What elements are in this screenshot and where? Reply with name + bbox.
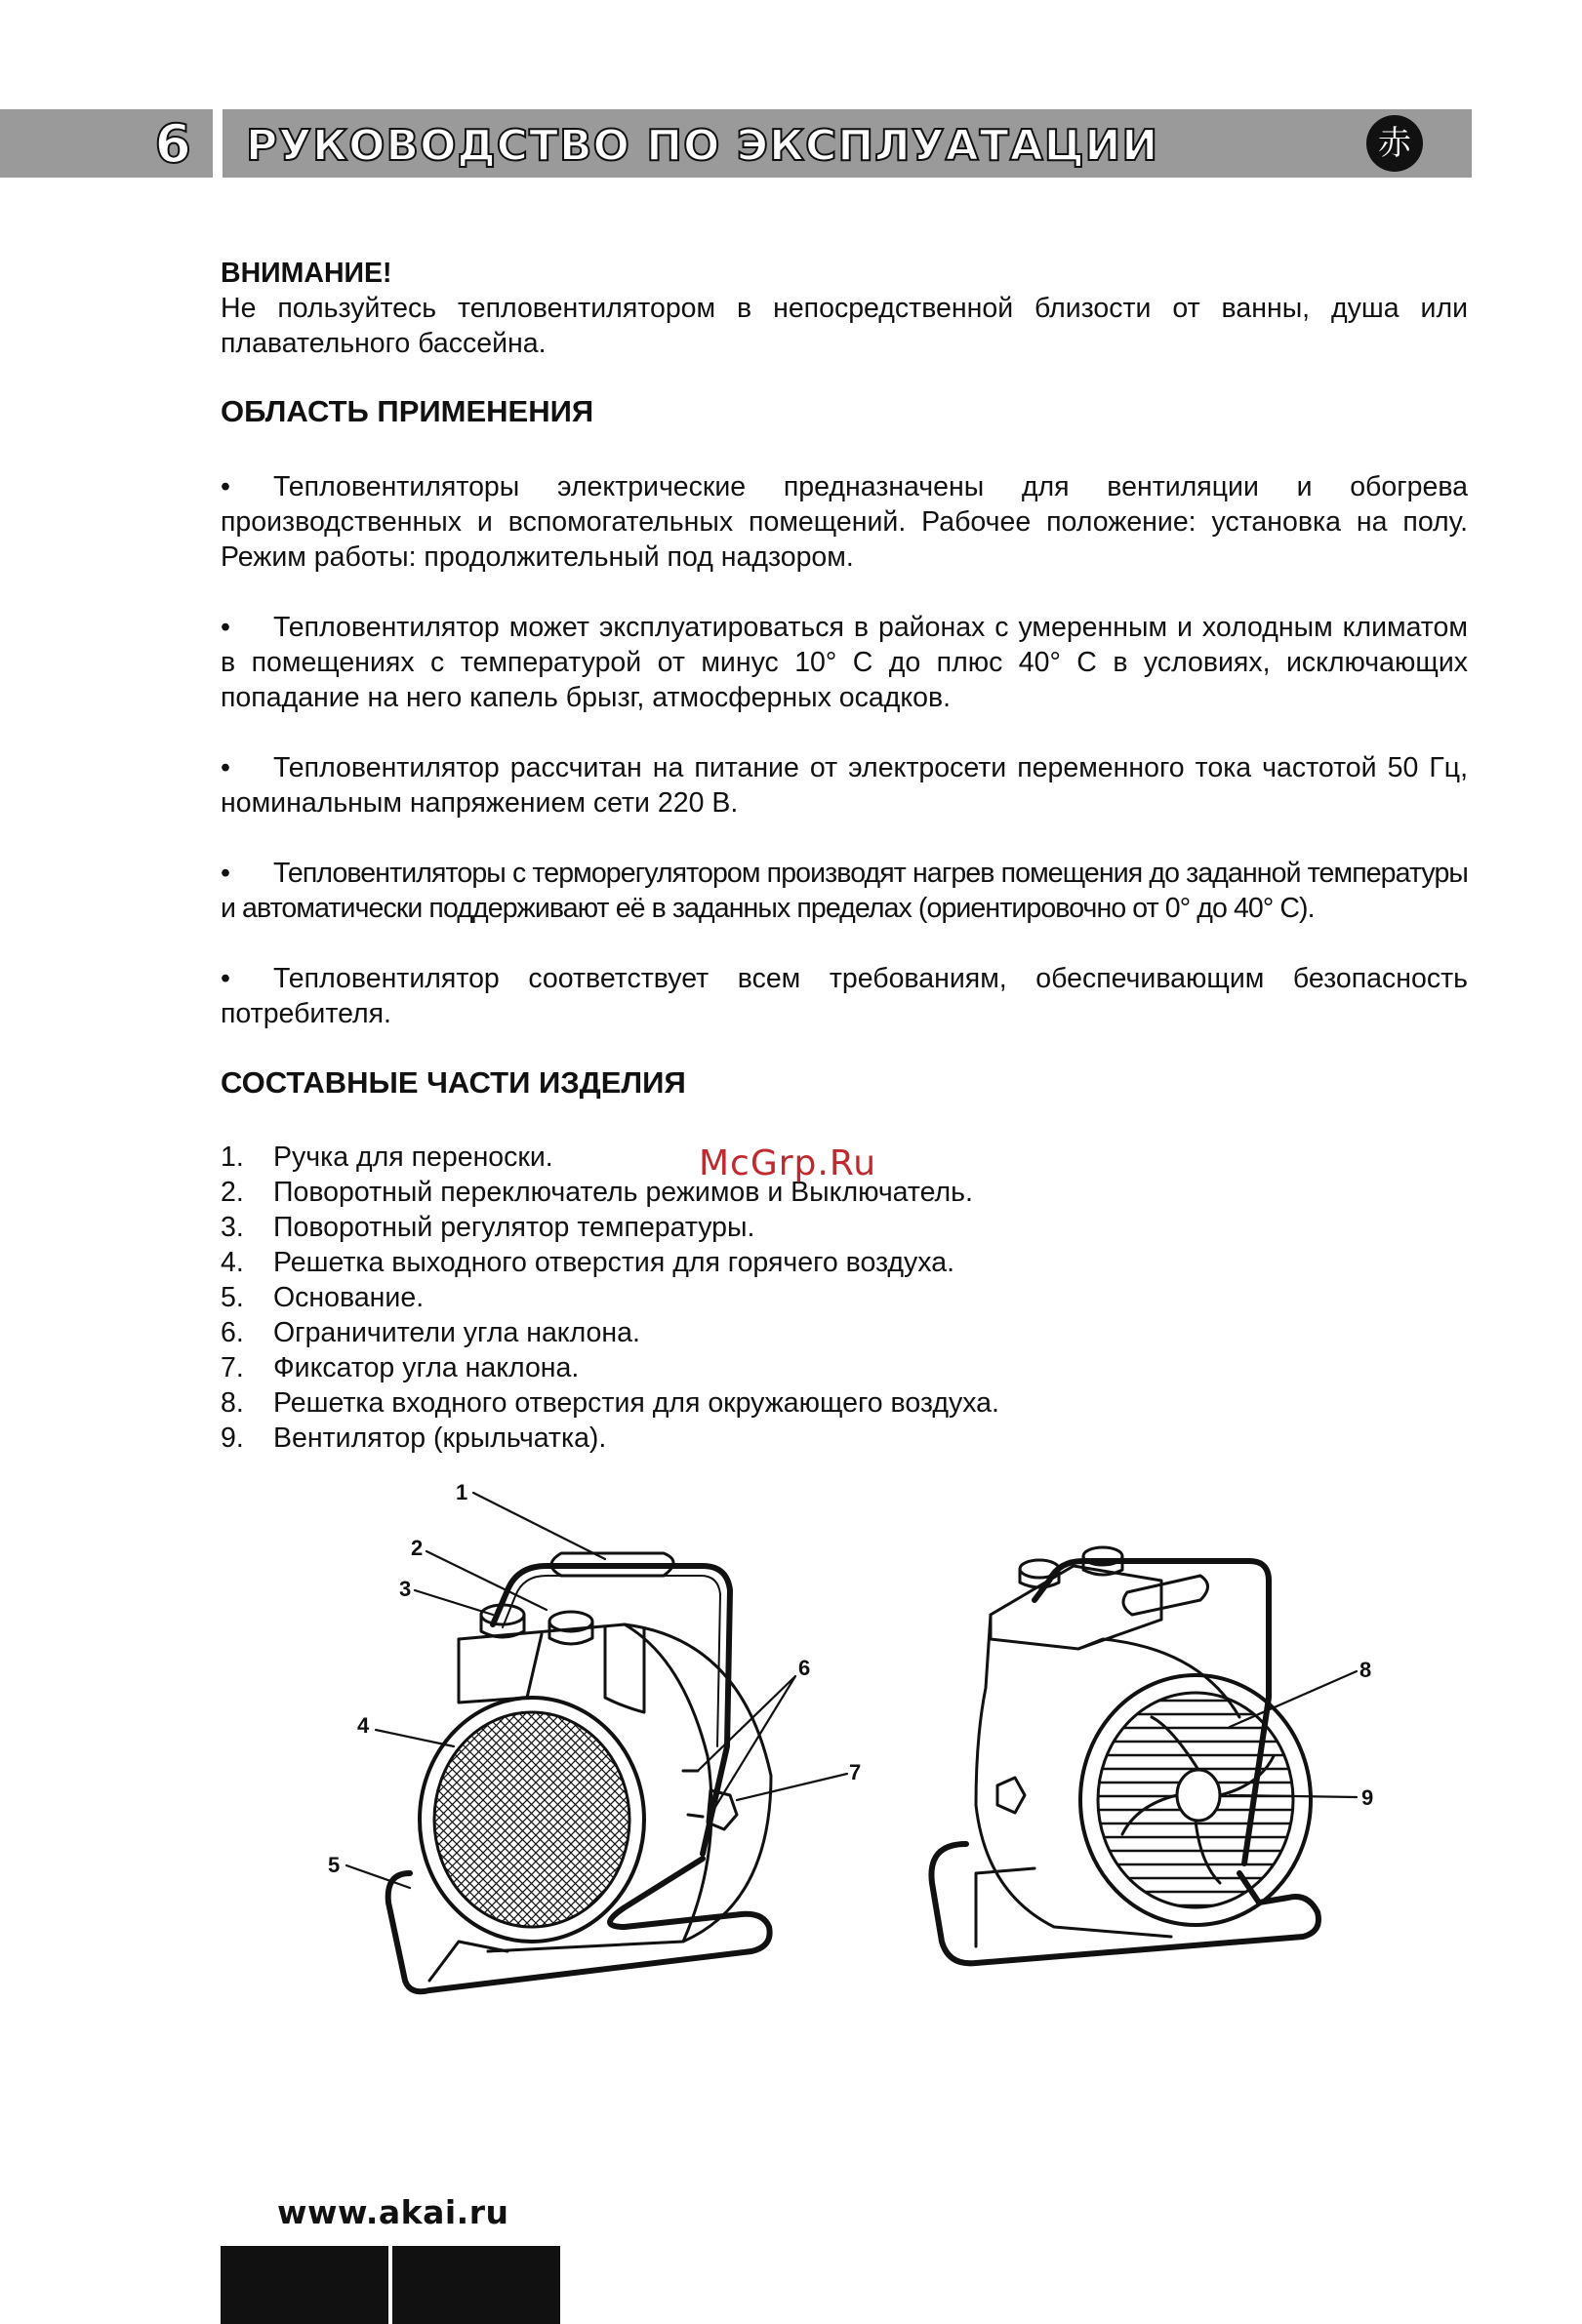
svg-text:5: 5 bbox=[328, 1853, 341, 1877]
svg-text:1: 1 bbox=[456, 1480, 468, 1504]
heater-rear-view bbox=[931, 1547, 1318, 1963]
bullet: • bbox=[221, 963, 230, 994]
list-item: 5. Основание. bbox=[221, 1282, 425, 1313]
scope-item-4: • Тепловентиляторы с терморегулятором производят нагрев помещения до заданной температуры и автоматически поддерживают её в заданных пределах (ориентировочно от 0° до 40° С). bbox=[221, 858, 1468, 924]
footer-block-left bbox=[221, 2246, 388, 2324]
control-box bbox=[459, 1634, 542, 1703]
list-item: 3. Поворотный регулятор температуры. bbox=[221, 1212, 755, 1243]
list-item: 1. Ручка для переноски. bbox=[221, 1142, 553, 1173]
footer-url: www.akai.ru bbox=[277, 2193, 509, 2231]
scope-item-5: • Тепловентилятор соответствует всем требованиям, обеспечивающим безопасность потребителя. bbox=[221, 963, 1468, 1029]
list-item: 9. Вентилятор (крыльчатка). bbox=[221, 1422, 607, 1454]
warning-text: Не пользуйтесь тепловентилятором в непосредственной близости от ванны, душа или плавательного бассейна. bbox=[221, 293, 1468, 359]
fan-hub bbox=[1177, 1770, 1220, 1821]
watermark: McGrp.Ru bbox=[699, 1143, 877, 1183]
list-item: 7. Фиксатор угла наклона. bbox=[221, 1352, 580, 1383]
list-item: 8. Решетка входного отверстия для окружающего воздуха. bbox=[221, 1387, 999, 1419]
svg-text:9: 9 bbox=[1361, 1785, 1374, 1810]
bullet: • bbox=[221, 612, 230, 643]
front-grille-mesh bbox=[434, 1712, 629, 1927]
svg-text:2: 2 bbox=[411, 1536, 424, 1560]
page-title: РУКОВОДСТВО ПО ЭКСПЛУАТАЦИИ bbox=[246, 121, 1159, 171]
scope-item-3: • Тепловентилятор рассчитан на питание от электросети переменного тока частотой 50 Гц, номинальным напряжением сети 220 В. bbox=[221, 752, 1468, 819]
footer-block-right bbox=[392, 2246, 560, 2324]
scope-item-1: • Тепловентиляторы электрические предназначены для вентиляции и обогрева производственных и вспомогательных помещений. Рабочее положение: установка на полу. Режим работы: продолжительный под надзором. bbox=[221, 471, 1468, 573]
control-box-rear bbox=[991, 1566, 1161, 1649]
tilt-lock-rear bbox=[997, 1778, 1025, 1813]
page-number: 6 bbox=[154, 113, 191, 175]
svg-text:7: 7 bbox=[849, 1760, 862, 1784]
svg-text:赤: 赤 bbox=[1378, 124, 1411, 163]
heater-front-view bbox=[388, 1553, 771, 1991]
carry-handle-rear bbox=[1123, 1576, 1208, 1615]
svg-text:3: 3 bbox=[399, 1577, 412, 1601]
svg-text:4: 4 bbox=[357, 1713, 370, 1738]
bullet: • bbox=[221, 471, 230, 502]
svg-text:6: 6 bbox=[798, 1656, 811, 1680]
list-item: 6. Ограничители угла наклона. bbox=[221, 1317, 640, 1348]
bullet: • bbox=[221, 752, 230, 783]
warning-title: ВНИМАНИЕ! bbox=[221, 258, 392, 289]
svg-text:8: 8 bbox=[1359, 1658, 1372, 1682]
list-item: 4. Решетка выходного отверстия для горячего воздуха. bbox=[221, 1247, 954, 1278]
list-item: 2. Поворотный переключатель режимов и Выключатель. bbox=[221, 1177, 973, 1208]
bullet: • bbox=[221, 858, 230, 889]
parts-title: СОСТАВНЫЕ ЧАСТИ ИЗДЕЛИЯ bbox=[221, 1065, 686, 1100]
scope-item-2: • Тепловентилятор может эксплуатироваться в районах с умеренным и холодным климатом в помещениях с температурой от минус 10° С до плюс 40° С в условиях, исключающих попадание на него капель брызг, атмосферных осадков. bbox=[221, 612, 1468, 713]
scope-title: ОБЛАСТЬ ПРИМЕНЕНИЯ bbox=[221, 394, 594, 428]
